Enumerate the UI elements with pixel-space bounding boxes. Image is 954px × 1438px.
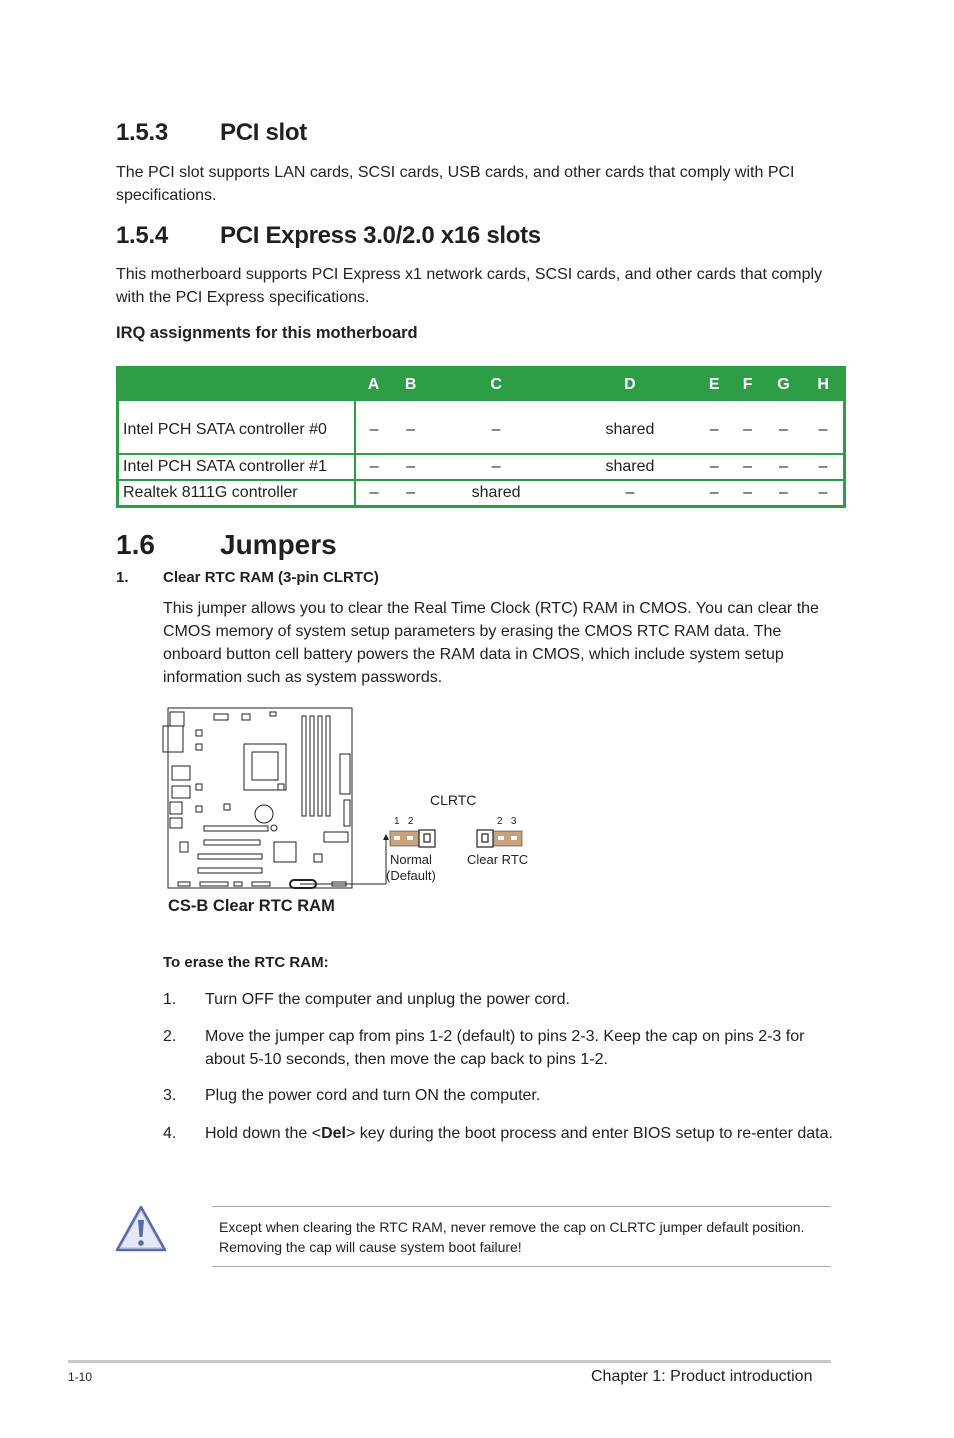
- irq-col-header: B: [392, 368, 429, 402]
- section-heading-pci-slot: [116, 119, 307, 147]
- normal-label: Normal: [390, 852, 432, 867]
- table-cell: –: [764, 454, 804, 480]
- jumper-item-title: Clear RTC RAM (3-pin CLRTC): [163, 569, 379, 586]
- pcie-slots-description: This motherboard supports PCI Express x1 network cards, SCSI cards, and other cards that comply with the PCI Express specifications.: [116, 266, 823, 306]
- table-cell: shared: [563, 454, 697, 480]
- table-cell: –: [779, 421, 788, 438]
- table-cell: –: [818, 421, 828, 438]
- chapter-label: Chapter 1: Product introduction: [591, 1368, 813, 1385]
- section-number: 1.5.3: [116, 119, 168, 146]
- section-title: Jumpers: [220, 529, 337, 560]
- del-key: Del: [321, 1125, 346, 1142]
- step-text-after: > key during the boot process and enter BIOS setup to re-enter data.: [345, 1125, 833, 1142]
- step-number: 1.: [163, 991, 177, 1008]
- table-cell: –: [803, 454, 844, 480]
- table-row: [118, 454, 845, 480]
- note-divider-bottom: [212, 1266, 831, 1267]
- table-cell: –: [355, 480, 392, 507]
- table-cell: –: [369, 421, 379, 438]
- irq-col-header: E: [697, 368, 732, 402]
- note-divider-top: [212, 1206, 831, 1207]
- clear-pin-numbers: 2 3: [497, 816, 517, 827]
- section-heading-pcie-slots: [116, 222, 541, 250]
- table-cell: shared: [605, 421, 655, 438]
- irq-header-row: [118, 368, 845, 402]
- table-cell: –: [732, 454, 764, 480]
- row-label: Intel PCH SATA controller #1: [118, 454, 356, 480]
- clrtc-header-label: CLRTC: [430, 792, 477, 808]
- irq-heading: IRQ assignments for this motherboard: [116, 324, 418, 342]
- diagram-caption: CS-B Clear RTC RAM: [168, 897, 335, 915]
- table-cell: –: [697, 454, 732, 480]
- irq-col-header: A: [355, 368, 392, 402]
- step-number: 2.: [163, 1028, 177, 1045]
- irq-col-header: F: [732, 368, 764, 402]
- table-cell: –: [732, 480, 764, 507]
- table-cell: shared: [429, 480, 563, 507]
- irq-col-header: C: [429, 368, 563, 402]
- table-cell: –: [764, 480, 804, 507]
- step-text-before: Hold down the <: [205, 1125, 322, 1142]
- table-cell: –: [697, 480, 732, 507]
- row-label: Intel PCH SATA controller #0: [118, 401, 356, 454]
- jumper-item-number: 1.: [116, 569, 129, 586]
- pci-slot-description: The PCI slot supports LAN cards, SCSI cards, USB cards, and other cards that comply with PCI specifications.: [116, 164, 795, 204]
- irq-col-header: H: [803, 368, 844, 402]
- irq-header-blank: [118, 368, 356, 402]
- table-cell: –: [406, 421, 416, 438]
- step-number: 4.: [163, 1125, 177, 1142]
- section-title: PCI Express 3.0/2.0 x16 slots: [220, 222, 541, 249]
- section-heading-jumpers: [116, 529, 337, 561]
- table-cell: –: [709, 421, 719, 438]
- irq-table: [116, 366, 846, 508]
- normal-default-label: (Default): [386, 868, 436, 883]
- footer-rule: [68, 1360, 831, 1363]
- table-cell: –: [355, 454, 392, 480]
- section-number: 1.6: [116, 529, 155, 560]
- step-text: Turn OFF the computer and unplug the power cord.: [205, 991, 570, 1008]
- step-text: Move the jumper cap from pins 1-2 (default) to pins 2-3. Keep the cap on pins 2-3 for about 5-10 seconds, then move the cap back to pins 1-2.: [205, 1028, 805, 1068]
- caution-text: Except when clearing the RTC RAM, never remove the cap on CLRTC jumper default position. Removing the cap will cause system boot failure!: [219, 1219, 805, 1255]
- table-cell: –: [491, 421, 501, 438]
- table-row: [118, 480, 845, 507]
- table-cell: –: [563, 480, 697, 507]
- page-number: 1-10: [68, 1370, 93, 1384]
- table-cell: –: [392, 480, 429, 507]
- jumper-normal-icon: [389, 829, 437, 849]
- clrtc-description: This jumper allows you to clear the Real Time Clock (RTC) RAM in CMOS. You can clear the CMOS memory of system setup parameters by erasing the CMOS RTC RAM data. The onboard button cell battery powers the RAM data in CMOS, which include system setup information such as system passwords.: [163, 600, 819, 686]
- step-text: Plug the power cord and turn ON the computer.: [205, 1087, 541, 1104]
- row-label: Realtek 8111G controller: [118, 480, 356, 507]
- section-number: 1.5.4: [116, 222, 168, 249]
- table-row: [118, 401, 845, 454]
- table-cell: –: [429, 454, 563, 480]
- table-cell: –: [803, 480, 844, 507]
- table-cell: –: [743, 421, 753, 438]
- jumper-clear-icon: [475, 829, 525, 849]
- clear-rtc-label: Clear RTC: [467, 852, 529, 867]
- irq-col-header: G: [764, 368, 804, 402]
- step-text: [205, 1122, 835, 1145]
- normal-pin-numbers: 1 2: [394, 816, 414, 827]
- step-number: 3.: [163, 1087, 177, 1104]
- erase-heading: To erase the RTC RAM:: [163, 954, 329, 971]
- warning-triangle-icon: [114, 1204, 168, 1254]
- section-title: PCI slot: [220, 119, 307, 146]
- irq-col-header: D: [563, 368, 697, 402]
- table-cell: –: [392, 454, 429, 480]
